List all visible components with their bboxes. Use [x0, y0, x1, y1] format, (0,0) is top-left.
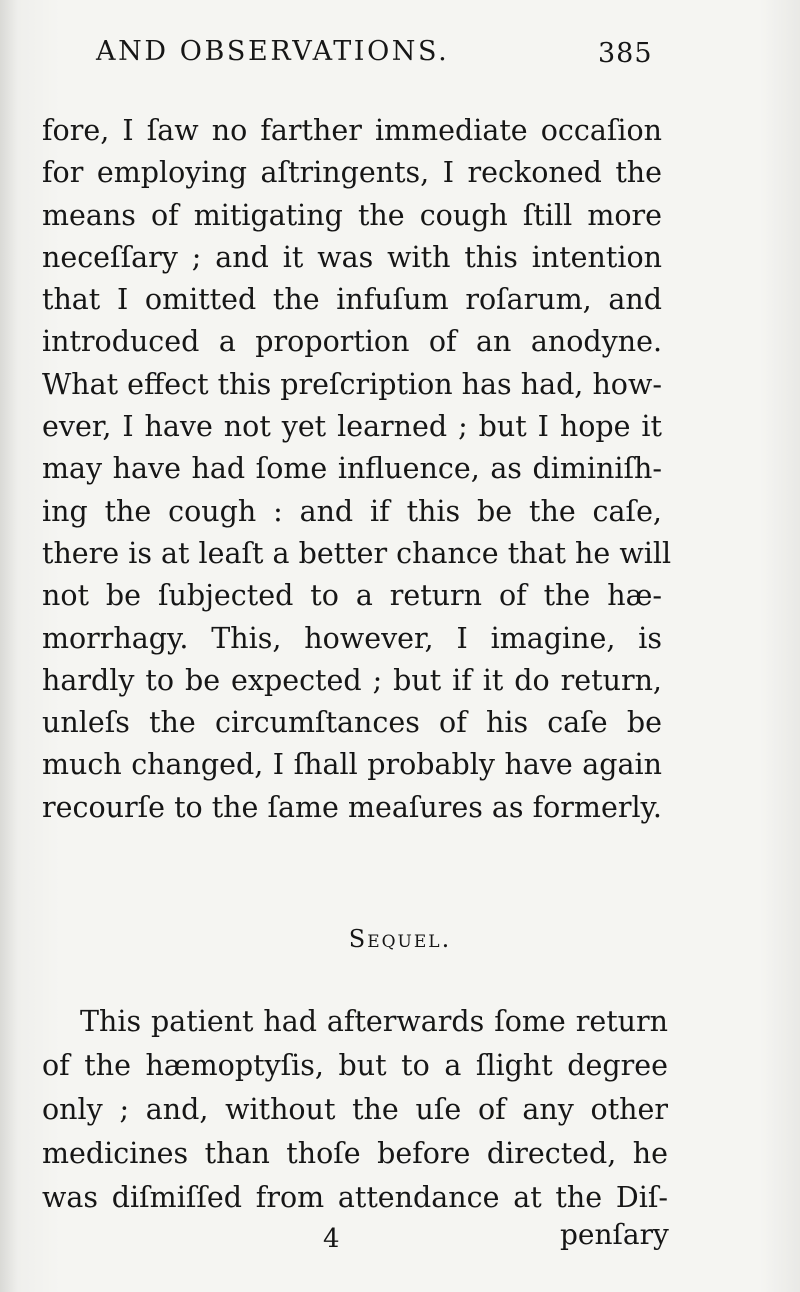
- text-line: morrhagy. This, however, I imagine, is: [42, 621, 662, 655]
- text-line: ing the cough : and if this be the caſe,: [42, 494, 662, 528]
- main-paragraph: [42, 110, 672, 829]
- text-line: not be ſubjected to a return of the hæ-: [42, 579, 662, 613]
- text-line: introduced a proportion of an anodyne.: [42, 325, 662, 359]
- text-line: This patient had afterwards ſome return: [80, 1005, 668, 1038]
- text-line: recourſe to the ſame meaſures as formerly.: [42, 790, 662, 824]
- sequel-paragraph: [42, 1000, 668, 1220]
- text-line: unleſs the circumſtances of his caſe be: [42, 706, 662, 740]
- text-line: only ; and, without the uſe of any other: [42, 1093, 668, 1126]
- text-line: for employing aſtringents, I reckoned the: [42, 156, 662, 190]
- text-line: there is at leaſt a better chance that he will: [42, 536, 672, 570]
- text-line: much changed, I ſhall probably have again: [42, 748, 662, 782]
- text-line: fore, I ſaw no farther immediate occaſion: [42, 114, 662, 147]
- text-line: means of mitigating the cough ſtill more: [42, 198, 662, 232]
- text-line: ever, I have not yet learned ; but I hope it: [42, 410, 662, 444]
- text-line: medicines than thoſe before directed, he: [42, 1137, 668, 1170]
- text-line: of the hæmoptyſis, but to a ſlight degree: [42, 1049, 668, 1082]
- text-line: hardly to be expected ; but if it do return,: [42, 663, 662, 697]
- text-line: neceſſary ; and it was with this intention: [42, 240, 662, 274]
- running-head: AND OBSERVATIONS.: [96, 36, 450, 67]
- text-line: may have had ſome influence, as diminiſh-: [42, 452, 662, 486]
- page-number: 385: [598, 38, 653, 69]
- text-line: What effect this preſcription has had, how-: [42, 367, 662, 401]
- text-line: that I omitted the infuſum roſarum, and: [42, 283, 662, 317]
- signature-mark: 4: [323, 1224, 340, 1254]
- text-line: was diſmiſſed from attendance at the Diſ-: [42, 1181, 668, 1214]
- section-heading: Sequel.: [348, 925, 452, 953]
- catchword: penſary: [560, 1218, 669, 1251]
